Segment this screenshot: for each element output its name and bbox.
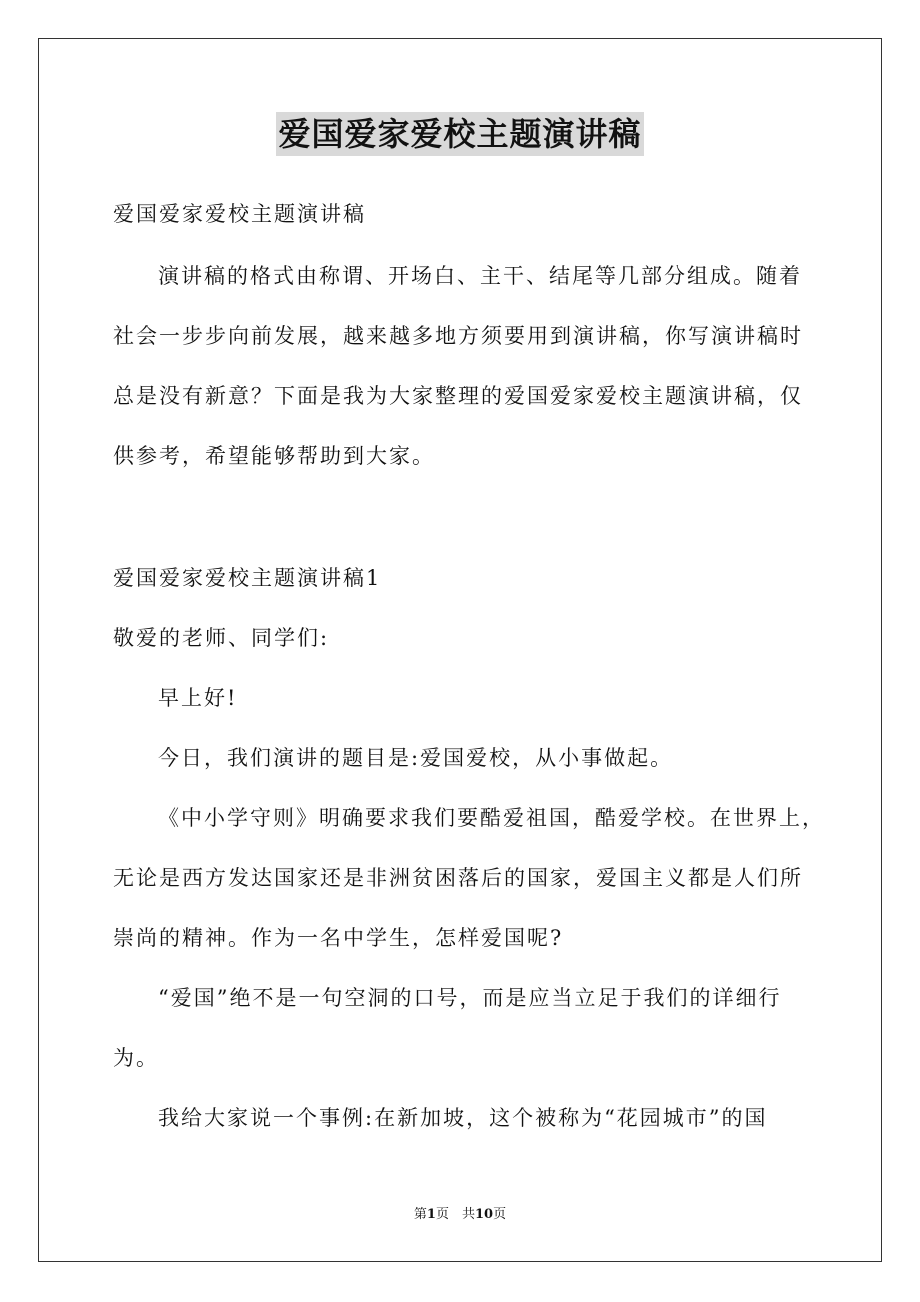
page-footer	[0, 1206, 920, 1224]
salutation: 敬爱的老师、同学们:	[113, 626, 330, 650]
page-suffix: 页	[493, 1207, 507, 1222]
subtitle-line: 爱国爱家爱校主题演讲稿	[113, 202, 366, 226]
document-title: 爱国爱家爱校主题演讲稿	[276, 112, 643, 156]
page-total: 10	[474, 1207, 494, 1222]
page-mid: 页 共	[435, 1207, 475, 1222]
title-wrap	[0, 112, 920, 156]
paragraph-line: 为。	[113, 1046, 159, 1070]
page-current: 1	[426, 1207, 436, 1222]
paragraph-line: 演讲稿的格式由称谓、开场白、主干、结尾等几部分组成。随着	[158, 264, 802, 288]
paragraph-line: 崇尚的精神。作为一名中学生，怎样爱国呢?	[113, 926, 564, 950]
paragraph-line: “爱国”绝不是一句空洞的口号，而是应当立足于我们的详细行	[158, 986, 782, 1010]
paragraph-line: 社会一步步向前发展，越来越多地方须要用到演讲稿，你写演讲稿时	[113, 324, 803, 348]
paragraph-line: 今日，我们演讲的题目是:爱国爱校，从小事做起。	[158, 746, 674, 770]
paragraph-line: 我给大家说一个事例:在新加坡，这个被称为“花园城市”的国	[158, 1106, 768, 1130]
section-heading: 爱国爱家爱校主题演讲稿1	[113, 566, 382, 590]
paragraph-line: 供参考，希望能够帮助到大家。	[113, 444, 435, 468]
paragraph-line: 早上好!	[158, 686, 238, 710]
paragraph-line: 《中小学守则》明确要求我们要酷爱祖国，酷爱学校。在世界上，	[158, 806, 825, 830]
paragraph-line: 无论是西方发达国家还是非洲贫困落后的国家，爱国主义都是人们所	[113, 866, 803, 890]
paragraph-line: 总是没有新意？下面是我为大家整理的爱国爱家爱校主题演讲稿，仅	[113, 384, 803, 408]
page-prefix: 第	[413, 1207, 427, 1222]
